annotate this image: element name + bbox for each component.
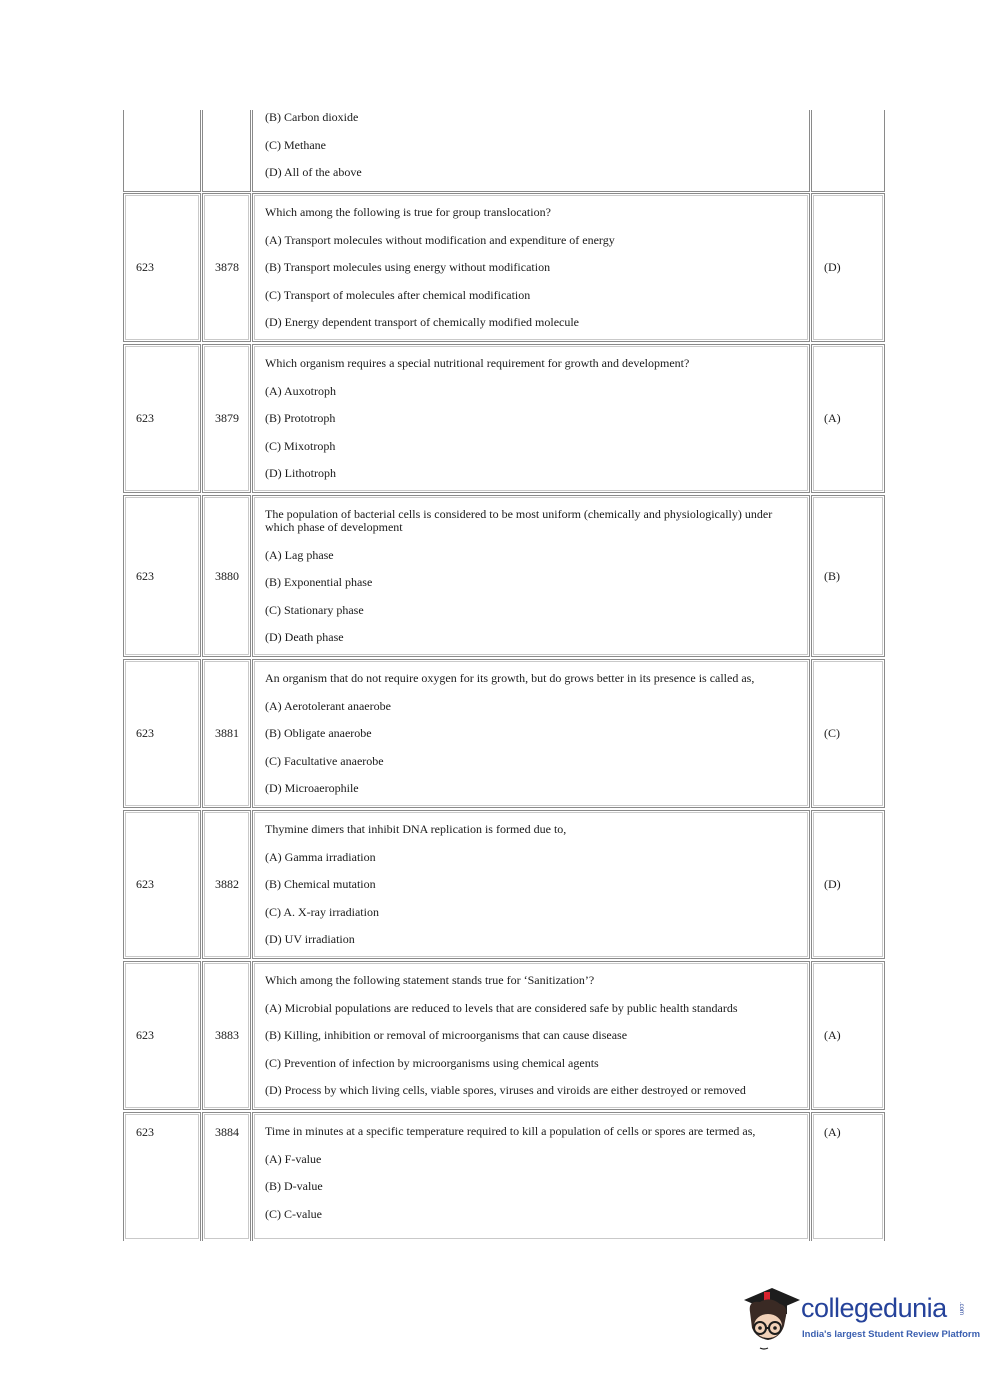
code-cell: 623 <box>123 659 201 808</box>
option: (A) Microbial populations are reduced to levels that are considered safe by public health standards <box>265 1000 738 1015</box>
number-cell: 3884 <box>202 1112 251 1241</box>
question-cell <box>252 1112 810 1241</box>
code-cell <box>123 110 201 192</box>
option: (C) A. X-ray irradiation <box>265 904 379 919</box>
question-cell <box>252 495 810 657</box>
table-row <box>122 344 886 493</box>
question-cell <box>252 659 810 808</box>
answer-cell <box>811 110 885 192</box>
question-cell <box>252 193 810 342</box>
option: (B) D-value <box>265 1179 323 1193</box>
code-cell: 623 <box>123 193 201 342</box>
table-row <box>122 1112 886 1241</box>
table-row <box>122 961 886 1110</box>
answer-cell: (A) <box>811 961 885 1110</box>
code-cell: 623 <box>123 344 201 493</box>
answer-cell: (D) <box>811 810 885 959</box>
option: (D) UV irradiation <box>265 932 355 946</box>
logo-wordmark: collegedunia <box>801 1293 947 1323</box>
option: (C) Stationary phase <box>265 602 364 617</box>
option: (D) Microaerophile <box>265 781 359 795</box>
table-row <box>122 810 886 959</box>
question-text: Which among the following statement stands true for ‘Sanitization’? <box>265 973 595 987</box>
option: (D) All of the above <box>265 165 362 179</box>
number-cell: 3881 <box>202 659 251 808</box>
logo-tagline: India's largest Student Review Platform <box>802 1329 981 1340</box>
question-text: Which organism requires a special nutritional requirement for growth and development? <box>265 356 690 370</box>
option: (C) Transport of molecules after chemical modification <box>265 287 531 302</box>
question-cell <box>252 344 810 493</box>
table-row <box>122 193 886 342</box>
option: (B) Prototroph <box>265 411 336 425</box>
table-row <box>122 495 886 657</box>
question-cell <box>252 961 810 1110</box>
number-cell: 3883 <box>202 961 251 1110</box>
answer-cell: (D) <box>811 193 885 342</box>
number-cell: 3880 <box>202 495 251 657</box>
option: (C) Facultative anaerobe <box>265 753 384 768</box>
question-text: Thymine dimers that inhibit DNA replication is formed due to, <box>265 822 567 836</box>
option: (B) Exponential phase <box>265 575 373 589</box>
option: (B) Killing, inhibition or removal of microorganisms that can cause disease <box>265 1028 628 1042</box>
number-cell: 3882 <box>202 810 251 959</box>
table-row <box>122 659 886 808</box>
question-text: The population of bacterial cells is considered to be most uniform (chemically and physiologically) under which phase of development <box>265 507 773 534</box>
option: (A) Aerotolerant anaerobe <box>265 698 391 713</box>
mascot-icon <box>740 1282 802 1352</box>
option: (B) Chemical mutation <box>265 877 376 891</box>
option: (C) Prevention of infection by microorganisms using chemical agents <box>265 1055 599 1070</box>
option: (B) Carbon dioxide <box>265 110 359 124</box>
option: (C) Methane <box>265 137 326 152</box>
option: (D) Energy dependent transport of chemically modified molecule <box>265 315 580 329</box>
question-text: An organism that do not require oxygen for its growth, but do grows better in its presence is called as, <box>265 671 755 685</box>
code-cell: 623 <box>123 810 201 959</box>
code-cell: 623 <box>123 1112 201 1241</box>
option: (C) Mixotroph <box>265 438 336 453</box>
option: (B) Obligate anaerobe <box>265 726 372 740</box>
answer-cell: (C) <box>811 659 885 808</box>
code-cell: 623 <box>123 495 201 657</box>
option: (A) Gamma irradiation <box>265 849 376 864</box>
logo-suffix: .com <box>958 1302 964 1316</box>
number-cell: 3879 <box>202 344 251 493</box>
table-row <box>122 110 886 192</box>
question-text: Which among the following is true for group translocation? <box>265 205 551 219</box>
option: (C) C-value <box>265 1206 322 1221</box>
question-cell <box>252 810 810 959</box>
answer-cell: (A) <box>811 1112 885 1241</box>
option: (A) Lag phase <box>265 547 334 562</box>
option: (A) Transport molecules without modification and expenditure of energy <box>265 232 615 247</box>
collegedunia-logo[interactable] <box>740 1282 981 1352</box>
option: (D) Process by which living cells, viable spores, viruses and viroids are either destroyed or removed <box>265 1083 746 1097</box>
option: (D) Lithotroph <box>265 466 336 480</box>
number-cell: 3878 <box>202 193 251 342</box>
option: (A) F-value <box>265 1151 322 1166</box>
option: (A) Auxotroph <box>265 383 336 398</box>
question-text: Time in minutes at a specific temperature required to kill a population of cells or spores are termed as, <box>265 1124 756 1138</box>
option: (D) Death phase <box>265 630 344 644</box>
answer-cell: (B) <box>811 495 885 657</box>
question-cell <box>252 110 810 192</box>
option: (B) Transport molecules using energy without modification <box>265 260 551 274</box>
number-cell <box>202 110 251 192</box>
code-cell: 623 <box>123 961 201 1110</box>
answer-cell: (A) <box>811 344 885 493</box>
